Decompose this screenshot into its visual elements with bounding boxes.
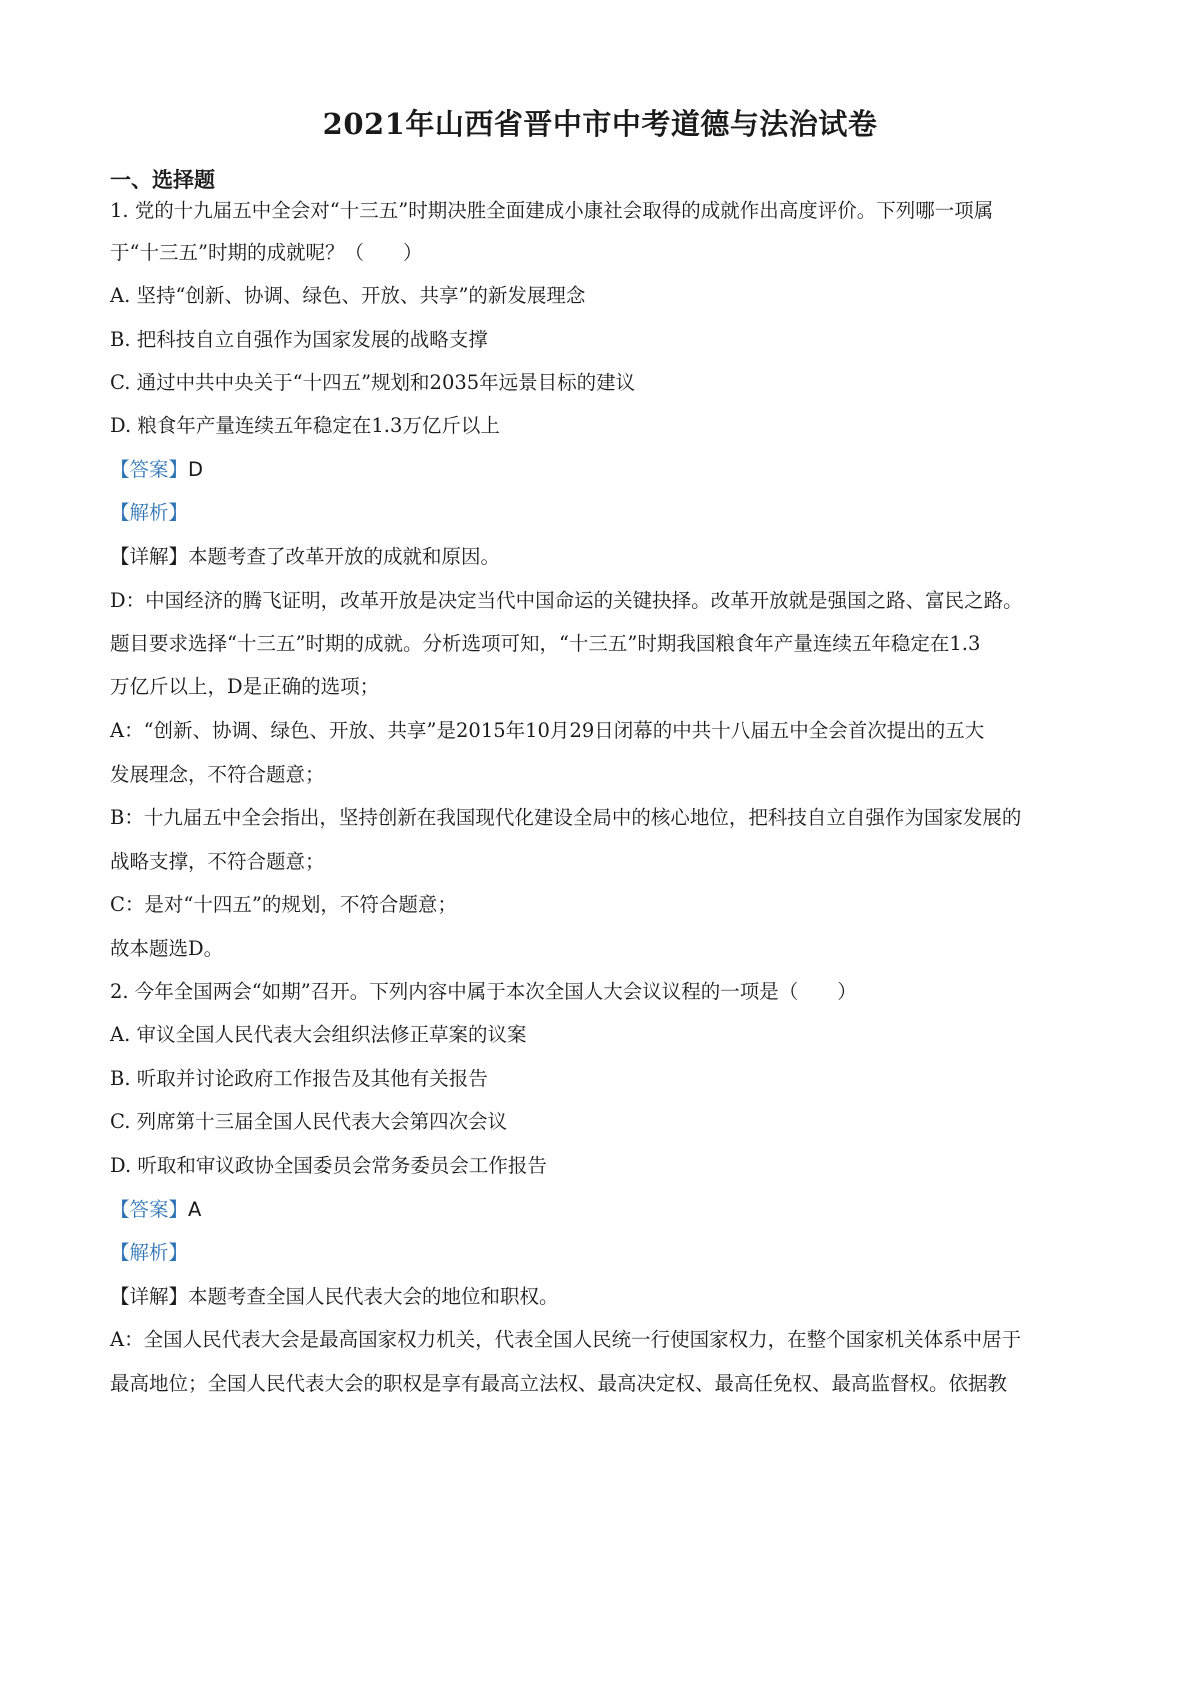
- q1-detail-line: 题目要求选择“十三五”时期的成就。分析选项可知，“十三五”时期我国粮食年产量连续五年稳定在1.3: [110, 632, 981, 655]
- q1-detail-line: C：是对“十四五”的规划，不符合题意；: [110, 893, 457, 916]
- q1-analysis-tag: 【解析】: [110, 501, 189, 524]
- q1-stem-line-2: 于“十三五”时期的成就呢？（ ）: [110, 241, 423, 264]
- q2-stem: 2. 今年全国两会“如期”召开。下列内容中属于本次全国人大会议议程的一项是（ ）: [110, 980, 857, 1003]
- q2-answer: [110, 1197, 1100, 1223]
- q1-detail-line: B：十九届五中全会指出，坚持创新在我国现代化建设全局中的核心地位，把科技自立自强作为国家发展的: [110, 806, 1022, 829]
- q1-answer-tag: 【答案】: [110, 458, 189, 481]
- q1-stem-line-1: 1. 党的十九届五中全会对“十三五”时期决胜全面建成小康社会取得的成就作出高度评价。下列哪一项属: [110, 199, 994, 222]
- q1-option-c: C. 通过中共中央关于“十四五”规划和2035年远景目标的建议: [110, 371, 636, 394]
- q2-option-b: B. 听取并讨论政府工作报告及其他有关报告: [110, 1067, 488, 1090]
- q1-detail-line: 故本题选D。: [110, 937, 224, 960]
- q2-analysis-tag: 【解析】: [110, 1241, 189, 1264]
- q2-answer-value: A: [188, 1198, 202, 1221]
- q1-detail-line: 【详解】本题考查了改革开放的成就和原因。: [110, 545, 501, 568]
- q2-option-d: D. 听取和审议政协全国委员会常务委员会工作报告: [110, 1154, 547, 1177]
- q1-detail-line: 发展理念，不符合题意；: [110, 763, 325, 786]
- q1-detail-line: A：“创新、协调、绿色、开放、共享”是2015年10月29日闭幕的中共十八届五中全会首次提出的五大: [110, 719, 985, 742]
- page-title: 2021年山西省晋中市中考道德与法治试卷: [322, 107, 878, 141]
- q1-option-d: D. 粮食年产量连续五年稳定在1.3万亿斤以上: [110, 414, 500, 437]
- q1-option-b: B. 把科技自立自强作为国家发展的战略支撑: [110, 328, 488, 351]
- q1-detail-line: 万亿斤以上，D是正确的选项；: [110, 675, 380, 698]
- q2-answer-tag: 【答案】: [110, 1198, 189, 1221]
- q1-answer: [110, 457, 1100, 483]
- q2-option-a: A. 审议全国人民代表大会组织法修正草案的议案: [110, 1023, 527, 1046]
- q2-detail-line: 最高地位；全国人民代表大会的职权是享有最高立法权、最高决定权、最高任免权、最高监督权。依据教: [110, 1372, 1008, 1395]
- q2-detail-line: 【详解】本题考查全国人民代表大会的地位和职权。: [110, 1285, 559, 1308]
- section-heading: 一、选择题: [110, 168, 215, 192]
- q1-detail-line: 战略支撑，不符合题意；: [110, 850, 325, 873]
- q1-option-a: A. 坚持“创新、协调、绿色、开放、共享”的新发展理念: [110, 284, 586, 307]
- q1-detail-line: D：中国经济的腾飞证明，改革开放是决定当代中国命运的关键抉择。改革开放就是强国之路、富民之路。: [110, 589, 1023, 612]
- q2-detail-line: A：全国人民代表大会是最高国家权力机关，代表全国人民统一行使国家权力，在整个国家机关体系中居于: [110, 1328, 1022, 1351]
- q1-answer-value: D: [188, 458, 204, 481]
- q2-option-c: C. 列席第十三届全国人民代表大会第四次会议: [110, 1110, 508, 1133]
